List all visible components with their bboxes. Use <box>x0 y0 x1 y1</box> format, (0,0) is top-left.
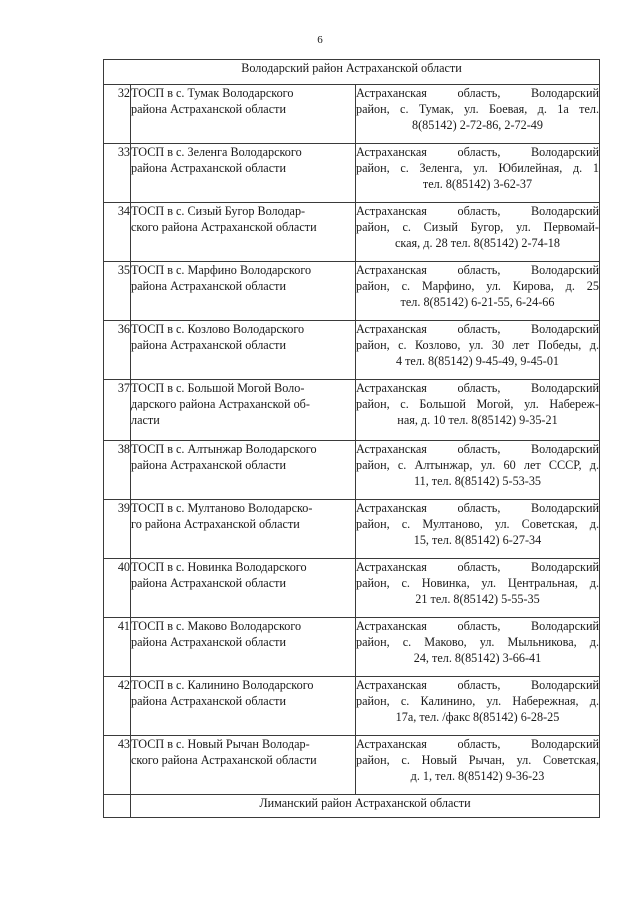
branch-address-line: тел. 8(85142) 3-62-37 <box>422 177 533 191</box>
branch-name <box>131 736 356 795</box>
region-header: Володарский район Астраханской области <box>104 60 600 85</box>
footer-region-row <box>104 795 600 818</box>
branch-address-line: 24, тел. 8(85142) 3-66-41 <box>413 651 542 665</box>
table-row <box>104 85 600 144</box>
footer-region-blank <box>104 795 131 818</box>
branch-name-line: го района Астраханской области <box>131 517 300 531</box>
branch-name <box>131 321 356 380</box>
branch-name-line: района Астраханской области <box>131 694 286 708</box>
branch-address-line: Астраханская область, Володарский <box>356 737 599 751</box>
branch-name-line: ТОСП в с. Тумак Володарского <box>131 86 294 100</box>
branch-address-line: ская, д. 28 тел. 8(85142) 2-74-18 <box>394 236 560 250</box>
branch-name-line: района Астраханской области <box>131 338 286 352</box>
branch-name-line: дарского района Астраханской об- <box>131 397 310 411</box>
branch-address-line: Астраханская область, Володарский <box>356 86 599 100</box>
branch-address-line: район, с. Маково, ул. Мыльникова, д. <box>356 635 599 649</box>
table-row <box>104 500 600 559</box>
branch-address-line: район, с. Новый Рычан, ул. Советская, <box>356 753 599 767</box>
branch-name <box>131 262 356 321</box>
branch-name <box>131 559 356 618</box>
branch-name-line: района Астраханской области <box>131 102 286 116</box>
row-number: 34 <box>104 203 131 262</box>
table-row <box>104 736 600 795</box>
branch-address-line: 11, тел. 8(85142) 5-53-35 <box>413 474 542 488</box>
branch-address <box>356 677 600 736</box>
row-number: 38 <box>104 441 131 500</box>
branch-address-line: район, с. Новинка, ул. Центральная, д. <box>356 576 599 590</box>
row-number: 43 <box>104 736 131 795</box>
row-number: 37 <box>104 380 131 441</box>
branch-address-line: Астраханская область, Володарский <box>356 560 599 574</box>
branch-name <box>131 380 356 441</box>
branch-address-line: район, с. Марфино, ул. Кирова, д. 25 <box>356 279 599 293</box>
branch-name-line: района Астраханской области <box>131 161 286 175</box>
branch-address <box>356 618 600 677</box>
row-number: 39 <box>104 500 131 559</box>
row-number: 42 <box>104 677 131 736</box>
branch-name <box>131 677 356 736</box>
branch-address <box>356 321 600 380</box>
branch-name-line: ТОСП в с. Зеленга Володарского <box>131 145 302 159</box>
table-row <box>104 262 600 321</box>
branch-address-line: ная, д. 10 тел. 8(85142) 9-35-21 <box>397 413 558 427</box>
branch-address-line: Астраханская область, Володарский <box>356 619 599 633</box>
region-header-row <box>104 60 600 85</box>
branch-address <box>356 559 600 618</box>
row-number: 40 <box>104 559 131 618</box>
branch-address-line: Астраханская область, Володарский <box>356 501 599 515</box>
branch-address-line: 15, тел. 8(85142) 6-27-34 <box>413 533 542 547</box>
table-row <box>104 203 600 262</box>
branch-name-line: ТОСП в с. Маково Володарского <box>131 619 302 633</box>
branch-name-line: ского района Астраханской области <box>131 220 317 234</box>
branch-address-line: Астраханская область, Володарский <box>356 322 599 336</box>
branch-address-line: тел. 8(85142) 6-21-55, 6-24-66 <box>400 295 555 309</box>
branch-name-line: ского района Астраханской области <box>131 753 317 767</box>
branch-address-line: Астраханская область, Володарский <box>356 678 599 692</box>
branch-address-line: район, с. Зеленга, ул. Юбилейная, д. 1 <box>356 161 599 175</box>
page-number: 6 <box>317 34 323 46</box>
branch-name-line: ТОСП в с. Сизый Бугор Володар- <box>131 204 306 218</box>
branch-name-line: района Астраханской области <box>131 576 286 590</box>
branch-address-line: 17а, тел. /факс 8(85142) 6-28-25 <box>395 710 560 724</box>
branch-name-line: района Астраханской области <box>131 635 286 649</box>
table-row <box>104 441 600 500</box>
branch-name-line: ТОСП в с. Козлово Володарского <box>131 322 305 336</box>
branch-address-line: район, с. Тумак, ул. Боевая, д. 1а тел. <box>356 102 599 116</box>
branch-address <box>356 380 600 441</box>
table-row <box>104 559 600 618</box>
branch-name-line: ТОСП в с. Новый Рычан Володар- <box>131 737 310 751</box>
table-row <box>104 321 600 380</box>
branch-address-line: район, с. Козлово, ул. 30 лет Победы, д. <box>356 338 599 352</box>
branch-name-line: района Астраханской области <box>131 458 286 472</box>
table-row <box>104 618 600 677</box>
branch-address-line: Астраханская область, Володарский <box>356 145 599 159</box>
branch-name <box>131 618 356 677</box>
branch-address-line: д. 1, тел. 8(85142) 9-36-23 <box>410 769 545 783</box>
branch-address-line: 21 тел. 8(85142) 5-55-35 <box>415 592 540 606</box>
branch-address <box>356 441 600 500</box>
branch-address <box>356 500 600 559</box>
branch-name-line: ТОСП в с. Новинка Володарского <box>131 560 307 574</box>
branch-name-line: ТОСП в с. Алтынжар Володарского <box>131 442 317 456</box>
row-number: 36 <box>104 321 131 380</box>
branch-name <box>131 441 356 500</box>
branch-address-line: 8(85142) 2-72-86, 2-72-49 <box>412 118 543 132</box>
branch-address-table <box>103 59 600 818</box>
branch-address <box>356 144 600 203</box>
branch-name-line: ТОСП в с. Марфино Володарского <box>131 263 312 277</box>
table-row <box>104 380 600 441</box>
row-number: 32 <box>104 85 131 144</box>
branch-name <box>131 500 356 559</box>
branch-name-line: ТОСП в с. Большой Могой Воло- <box>131 381 305 395</box>
branch-address-line: район, с. Мултаново, ул. Советская, д. <box>356 517 599 531</box>
row-number: 33 <box>104 144 131 203</box>
branch-name <box>131 203 356 262</box>
table-body <box>104 60 600 818</box>
branch-address <box>356 736 600 795</box>
branch-name-line: ласти <box>131 413 160 427</box>
table-row <box>104 144 600 203</box>
branch-address-line: Астраханская область, Володарский <box>356 381 599 395</box>
row-number: 41 <box>104 618 131 677</box>
table-row <box>104 677 600 736</box>
branch-address-line: 4 тел. 8(85142) 9-45-49, 9-45-01 <box>395 354 560 368</box>
branch-address <box>356 262 600 321</box>
branch-address-line: Астраханская область, Володарский <box>356 204 599 218</box>
branch-address <box>356 85 600 144</box>
branch-address-line: район, с. Сизый Бугор, ул. Первомай- <box>356 220 599 234</box>
row-number: 35 <box>104 262 131 321</box>
branch-address-line: Астраханская область, Володарский <box>356 263 599 277</box>
footer-region: Лиманский район Астраханской области <box>131 795 600 818</box>
branch-address <box>356 203 600 262</box>
branch-address-line: район, с. Большой Могой, ул. Набереж- <box>356 397 599 411</box>
branch-name-line: ТОСП в с. Мултаново Володарско- <box>131 501 313 515</box>
branch-address-line: район, с. Калинино, ул. Набережная, д. <box>356 694 599 708</box>
branch-address-line: район, с. Алтынжар, ул. 60 лет СССР, д. <box>356 458 599 472</box>
branch-name-line: ТОСП в с. Калинино Володарского <box>131 678 314 692</box>
branch-address-line: Астраханская область, Володарский <box>356 442 599 456</box>
branch-name <box>131 85 356 144</box>
branch-name-line: района Астраханской области <box>131 279 286 293</box>
branch-name <box>131 144 356 203</box>
